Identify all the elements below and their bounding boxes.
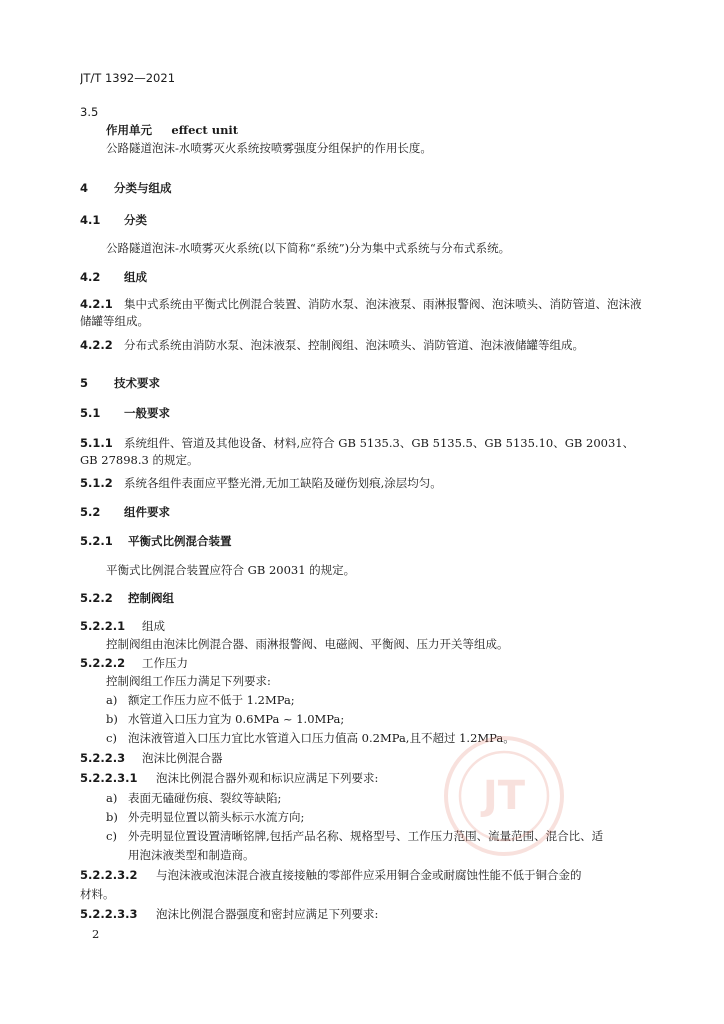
clause-4-2-2	[80, 337, 645, 353]
list-label: c)	[106, 731, 117, 745]
section-title: 一般要求	[124, 406, 170, 420]
standard-code-header: JT/T 1392—2021	[80, 71, 176, 85]
list-label: b)	[106, 810, 118, 824]
clause-number: 5.2.2.1	[80, 619, 126, 633]
clause-number: 5.1.1	[80, 436, 113, 450]
section-number: 5.2.2	[80, 591, 113, 605]
section-title: 控制阀组	[128, 591, 174, 605]
section-title: 分类	[124, 213, 147, 227]
clause-text: 泡沫比例混合器强度和密封应满足下列要求:	[156, 907, 379, 921]
clause-title: 组成	[142, 619, 165, 633]
list-text: 表面无磕碰伤痕、裂纹等缺陷;	[128, 791, 282, 805]
section-number: 4.1	[80, 213, 101, 227]
section-number: 5.2	[80, 505, 101, 519]
clause-number: 5.2.2.3	[80, 751, 126, 765]
clause-5-2-2-3-2	[80, 867, 645, 883]
term-zh: 作用单元	[106, 123, 152, 137]
list-label: a)	[106, 791, 118, 805]
clause-4-2-1	[80, 296, 645, 330]
section-4-2-heading	[80, 269, 645, 285]
clause-5-2-2-3-3	[80, 906, 645, 922]
clause-text: 系统各组件表面应平整光滑,无加工缺陷及碰伤划痕,涂层均匀。	[124, 476, 442, 490]
term-3-5-definition: 公路隧道泡沫-水喷雾灭火系统按喷雾强度分组保护的作用长度。	[106, 141, 432, 155]
jt-watermark-stamp	[441, 733, 567, 859]
list-item	[106, 711, 645, 727]
section-5-2-1-heading	[80, 533, 645, 549]
list-text: 额定工作压力应不低于 1.2MPa;	[128, 693, 295, 707]
clause-title: 工作压力	[142, 656, 188, 670]
list-label: b)	[106, 712, 118, 726]
list-text: 外壳明显位置设置清晰铭牌,包括产品名称、规格型号、工作压力范围、流量范围、混合比、适	[128, 829, 604, 843]
clause-text: 分布式系统由消防水泵、泡沫液泵、控制阀组、泡沫喷头、消防管道、泡沫液储罐等组成。	[124, 338, 584, 352]
clause-number: 5.1.2	[80, 476, 113, 490]
section-5-heading	[80, 375, 645, 391]
section-5-2-2-heading	[80, 590, 645, 606]
clause-number: 4.2.1	[80, 297, 113, 311]
section-title: 技术要求	[114, 376, 160, 390]
clause-text: 集中式系统由平衡式比例混合装置、消防水泵、泡沫液泵、雨淋报警阀、泡沫喷头、消防管道、泡沫液储罐等组成。	[80, 297, 642, 328]
section-title: 组成	[124, 270, 147, 284]
section-4-1-heading	[80, 212, 645, 228]
section-5-2-1-text: 平衡式比例混合装置应符合 GB 20031 的规定。	[106, 563, 356, 577]
clause-5-1-1	[80, 435, 645, 469]
clause-number: 5.2.2.3.1	[80, 771, 138, 785]
clause-number: 4.2.2	[80, 338, 113, 352]
term-en: effect unit	[171, 123, 239, 137]
section-4-heading	[80, 180, 645, 196]
clause-5-2-2-1-text: 控制阀组由泡沫比例混合器、雨淋报警阀、电磁阀、平衡阀、压力开关等组成。	[106, 637, 509, 651]
clause-number: 5.2.2.3.3	[80, 907, 138, 921]
clause-title: 泡沫比例混合器	[142, 751, 223, 765]
clause-5-2-2-1-heading	[80, 618, 645, 634]
page-number: 2	[92, 927, 100, 941]
section-number: 5	[80, 376, 89, 390]
section-title: 平衡式比例混合装置	[128, 534, 232, 548]
list-item-continuation: 用泡沫液类型和制造商。	[128, 848, 255, 862]
section-5-2-heading	[80, 504, 645, 520]
term-3-5	[106, 122, 645, 138]
clause-5-2-2-3-2-continuation: 材料。	[80, 887, 115, 901]
section-5-1-heading	[80, 405, 645, 421]
section-number: 5.1	[80, 406, 101, 420]
clause-number: 5.2.2.3.2	[80, 868, 138, 882]
clause-text: 与泡沫液或泡沫混合液直接接触的零部件应采用铜合金或耐腐蚀性能不低于铜合金的	[156, 868, 582, 882]
list-label: a)	[106, 693, 118, 707]
section-4-1-text: 公路隧道泡沫-水喷雾灭火系统(以下简称“系统”)分为集中式系统与分布式系统。	[106, 241, 511, 255]
clause-5-1-2	[80, 475, 645, 491]
clause-5-2-2-2-heading	[80, 655, 645, 671]
stamp-text: JT	[482, 773, 526, 819]
list-label: c)	[106, 829, 117, 843]
list-item	[106, 692, 645, 708]
section-number: 4	[80, 181, 89, 195]
clause-5-2-2-2-intro: 控制阀组工作压力满足下列要求:	[106, 674, 271, 688]
section-number: 5.2.1	[80, 534, 113, 548]
section-title: 组件要求	[124, 505, 170, 519]
list-text: 外壳明显位置以箭头标示水流方向;	[128, 810, 305, 824]
section-title: 分类与组成	[114, 181, 172, 195]
section-3-5-number: 3.5	[80, 105, 99, 119]
list-text: 水管道入口压力宜为 0.6MPa ~ 1.0MPa;	[128, 712, 345, 726]
clause-text: 泡沫比例混合器外观和标识应满足下列要求:	[156, 771, 379, 785]
list-text: 泡沫液管道入口压力宜比水管道入口压力值高 0.2MPa,且不超过 1.2MPa。	[128, 731, 515, 745]
clause-text: 系统组件、管道及其他设备、材料,应符合 GB 5135.3、GB 5135.5、GB 5135.10、GB 20031、GB 27898.3 的规定。	[80, 436, 635, 467]
section-number: 4.2	[80, 270, 101, 284]
clause-number: 5.2.2.2	[80, 656, 126, 670]
